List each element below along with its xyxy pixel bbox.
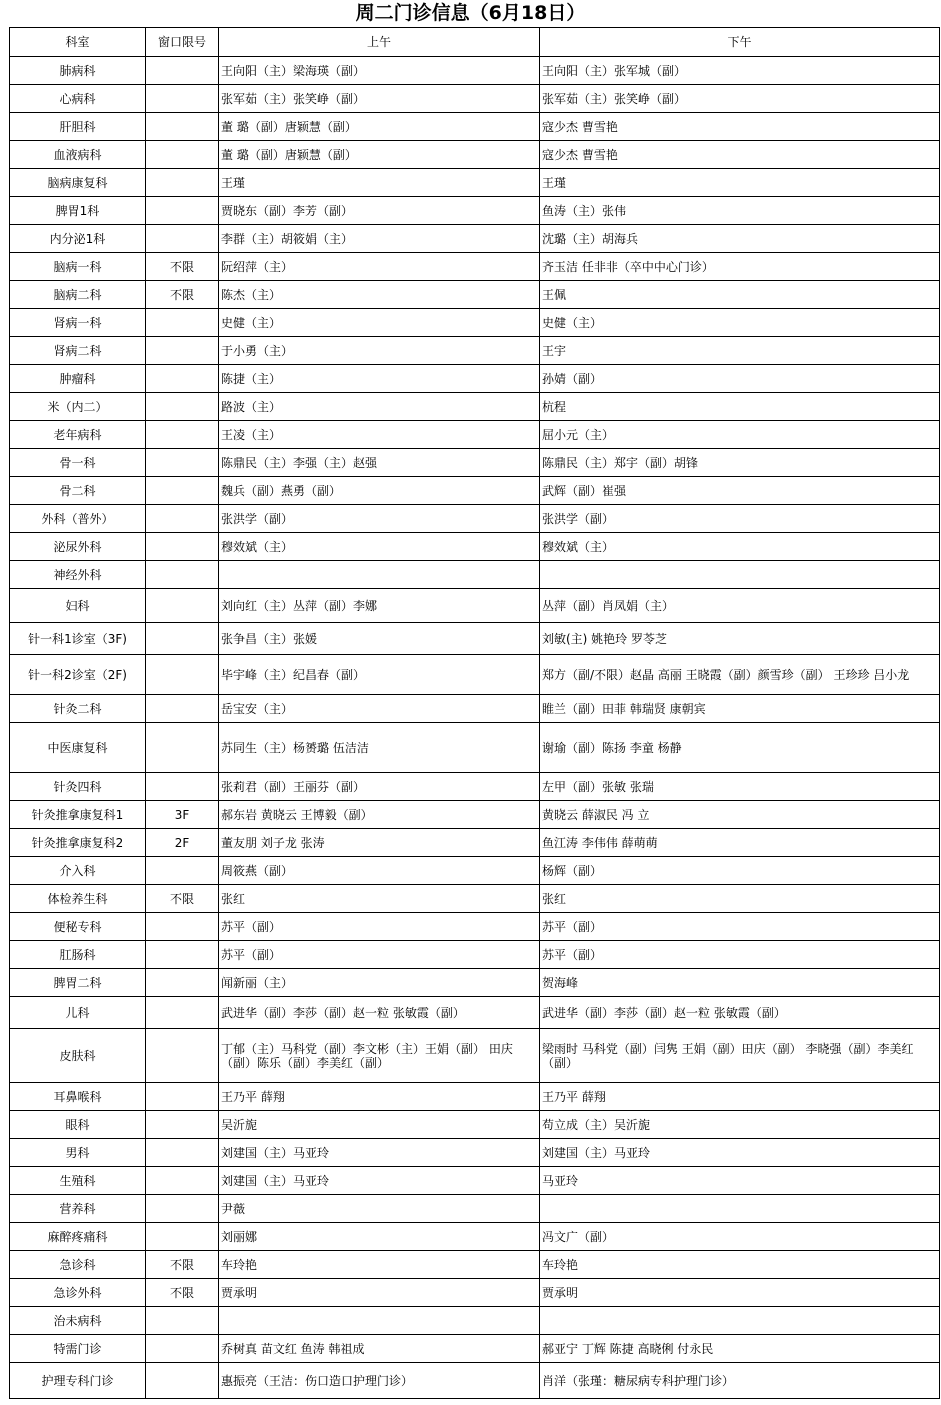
dept-cell: 针灸推拿康复科1 <box>10 801 146 829</box>
dept-cell: 脑病二科 <box>10 281 146 309</box>
afternoon-doctors-cell: 张红 <box>540 885 940 913</box>
morning-doctors-cell: 阮绍萍（主） <box>219 253 540 281</box>
dept-cell: 男科 <box>10 1139 146 1167</box>
morning-doctors-cell: 郝东岩 黄晓云 王博毅（副） <box>219 801 540 829</box>
table-row <box>10 253 940 281</box>
afternoon-doctors-cell: 苏平（副） <box>540 941 940 969</box>
morning-doctors-cell: 刘建国（主）马亚玲 <box>219 1167 540 1195</box>
window-limit-cell <box>146 1307 219 1335</box>
table-row <box>10 1139 940 1167</box>
window-limit-cell <box>146 773 219 801</box>
table-row <box>10 113 940 141</box>
morning-doctors-cell: 穆效斌（主） <box>219 533 540 561</box>
table-row <box>10 857 940 885</box>
afternoon-doctors-cell: 苏平（副） <box>540 913 940 941</box>
table-row <box>10 337 940 365</box>
window-limit-cell <box>146 1195 219 1223</box>
morning-doctors-cell: 刘丽娜 <box>219 1223 540 1251</box>
dept-cell: 麻醉疼痛科 <box>10 1223 146 1251</box>
morning-doctors-cell: 岳宝安（主） <box>219 695 540 723</box>
window-limit-cell <box>146 695 219 723</box>
table-row <box>10 1223 940 1251</box>
dept-cell: 护理专科门诊 <box>10 1363 146 1399</box>
afternoon-doctors-cell <box>540 1195 940 1223</box>
table-row <box>10 1335 940 1363</box>
table-row <box>10 449 940 477</box>
window-limit-cell <box>146 477 219 505</box>
morning-doctors-cell: 刘向红（主）丛萍（副）李娜 <box>219 589 540 623</box>
dept-cell: 急诊外科 <box>10 1279 146 1307</box>
table-row <box>10 561 940 589</box>
dept-cell: 皮肤科 <box>10 1029 146 1083</box>
dept-cell: 急诊科 <box>10 1251 146 1279</box>
table-row <box>10 723 940 773</box>
table-row <box>10 57 940 85</box>
dept-cell: 便秘专科 <box>10 913 146 941</box>
table-row <box>10 365 940 393</box>
morning-doctors-cell: 乔树真 苗文红 鱼涛 韩祖成 <box>219 1335 540 1363</box>
dept-cell: 体检养生科 <box>10 885 146 913</box>
morning-doctors-cell: 丁郁（主）马科党（副）李文彬（主）王娟（副） 田庆（副）陈乐（副）李美红（副） <box>219 1029 540 1083</box>
dept-cell: 米（内二） <box>10 393 146 421</box>
afternoon-doctors-cell: 丛萍（副）肖凤娟（主） <box>540 589 940 623</box>
table-row <box>10 801 940 829</box>
morning-doctors-cell: 张莉君（副）王丽芬（副） <box>219 773 540 801</box>
table-row <box>10 477 940 505</box>
dept-cell: 特需门诊 <box>10 1335 146 1363</box>
afternoon-doctors-cell: 睢兰（副）田菲 韩瑞贤 康朝宾 <box>540 695 940 723</box>
window-limit-cell: 3F <box>146 801 219 829</box>
afternoon-doctors-cell: 鱼涛（主）张伟 <box>540 197 940 225</box>
window-limit-cell <box>146 365 219 393</box>
window-limit-cell <box>146 141 219 169</box>
afternoon-doctors-cell: 郑方（副/不限）赵晶 高丽 王晓霞（副）颜雪珍（副） 王珍珍 吕小龙 <box>540 655 940 695</box>
window-limit-cell <box>146 393 219 421</box>
window-limit-cell <box>146 655 219 695</box>
morning-doctors-cell: 车玲艳 <box>219 1251 540 1279</box>
dept-cell: 心病科 <box>10 85 146 113</box>
table-row <box>10 1111 940 1139</box>
window-limit-cell: 不限 <box>146 253 219 281</box>
dept-cell: 针一科1诊室（3F) <box>10 623 146 655</box>
dept-cell: 肾病二科 <box>10 337 146 365</box>
afternoon-doctors-cell: 苟立成（主）吴沂旎 <box>540 1111 940 1139</box>
dept-cell: 针灸二科 <box>10 695 146 723</box>
table-row <box>10 829 940 857</box>
dept-cell: 脑病一科 <box>10 253 146 281</box>
afternoon-doctors-cell: 贾承明 <box>540 1279 940 1307</box>
window-limit-cell: 不限 <box>146 1251 219 1279</box>
dept-cell: 耳鼻喉科 <box>10 1083 146 1111</box>
dept-cell: 针一科2诊室（2F) <box>10 655 146 695</box>
morning-doctors-cell: 于小勇（主） <box>219 337 540 365</box>
window-limit-cell <box>146 1363 219 1399</box>
morning-doctors-cell: 陈杰（主） <box>219 281 540 309</box>
dept-cell: 儿科 <box>10 997 146 1029</box>
dept-cell: 脑病康复科 <box>10 169 146 197</box>
dept-cell: 妇科 <box>10 589 146 623</box>
morning-doctors-cell: 苏同生（主）杨赟璐 伍洁洁 <box>219 723 540 773</box>
window-limit-cell <box>146 337 219 365</box>
morning-doctors-cell: 路波（主） <box>219 393 540 421</box>
afternoon-doctors-cell: 马亚玲 <box>540 1167 940 1195</box>
window-limit-cell <box>146 857 219 885</box>
morning-doctors-cell: 张军茹（主）张笑峥（副） <box>219 85 540 113</box>
table-row <box>10 309 940 337</box>
dept-cell: 介入科 <box>10 857 146 885</box>
dept-cell: 骨一科 <box>10 449 146 477</box>
window-limit-cell <box>146 1167 219 1195</box>
table-row <box>10 225 940 253</box>
afternoon-doctors-cell: 陈鼎民（主）郑宇（副）胡锋 <box>540 449 940 477</box>
afternoon-doctors-cell: 杨辉（副） <box>540 857 940 885</box>
clinic-schedule-table <box>9 27 940 1399</box>
window-limit-cell <box>146 723 219 773</box>
table-row <box>10 421 940 449</box>
dept-cell: 肛肠科 <box>10 941 146 969</box>
morning-doctors-cell: 周筱燕（副） <box>219 857 540 885</box>
morning-doctors-cell: 李群（主）胡筱娟（主） <box>219 225 540 253</box>
afternoon-doctors-cell: 冯文广（副） <box>540 1223 940 1251</box>
morning-doctors-cell: 贾承明 <box>219 1279 540 1307</box>
window-limit-cell <box>146 1083 219 1111</box>
afternoon-doctors-cell: 齐玉洁 任非非（卒中中心门诊） <box>540 253 940 281</box>
morning-doctors-cell: 王凌（主） <box>219 421 540 449</box>
table-row <box>10 997 940 1029</box>
dept-cell: 神经外科 <box>10 561 146 589</box>
morning-doctors-cell: 张争昌（主）张媛 <box>219 623 540 655</box>
morning-doctors-cell: 张红 <box>219 885 540 913</box>
table-row <box>10 913 940 941</box>
table-row <box>10 85 940 113</box>
table-row <box>10 1195 940 1223</box>
window-limit-cell <box>146 561 219 589</box>
morning-doctors-cell: 尹薇 <box>219 1195 540 1223</box>
table-row <box>10 885 940 913</box>
table-row <box>10 589 940 623</box>
morning-doctors-cell: 贾晓东（副）李芳（副） <box>219 197 540 225</box>
window-limit-cell <box>146 505 219 533</box>
afternoon-doctors-cell: 寇少杰 曹雪艳 <box>540 113 940 141</box>
header-afternoon: 下午 <box>540 28 940 57</box>
morning-doctors-cell: 王乃平 薛翔 <box>219 1083 540 1111</box>
window-limit-cell <box>146 1111 219 1139</box>
table-row <box>10 1029 940 1083</box>
afternoon-doctors-cell: 左甲（副）张敏 张瑞 <box>540 773 940 801</box>
afternoon-doctors-cell <box>540 1307 940 1335</box>
window-limit-cell <box>146 85 219 113</box>
table-row <box>10 623 940 655</box>
window-limit-cell <box>146 309 219 337</box>
table-row <box>10 1167 940 1195</box>
afternoon-doctors-cell: 刘敏(主) 姚艳玲 罗苓芝 <box>540 623 940 655</box>
window-limit-cell: 不限 <box>146 281 219 309</box>
table-row <box>10 505 940 533</box>
morning-doctors-cell: 史健（主） <box>219 309 540 337</box>
dept-cell: 治未病科 <box>10 1307 146 1335</box>
table-row <box>10 1363 940 1399</box>
afternoon-doctors-cell: 武进华（副）李莎（副）赵一粒 张敏霞（副） <box>540 997 940 1029</box>
dept-cell: 脾胃1科 <box>10 197 146 225</box>
dept-cell: 脾胃二科 <box>10 969 146 997</box>
morning-doctors-cell: 陈捷（主） <box>219 365 540 393</box>
table-row <box>10 695 940 723</box>
dept-cell: 泌尿外科 <box>10 533 146 561</box>
afternoon-doctors-cell: 寇少杰 曹雪艳 <box>540 141 940 169</box>
afternoon-doctors-cell: 屈小元（主） <box>540 421 940 449</box>
morning-doctors-cell: 惠振亮（王洁：伤口造口护理门诊） <box>219 1363 540 1399</box>
dept-cell: 肺病科 <box>10 57 146 85</box>
afternoon-doctors-cell: 谢瑜（副）陈扬 李童 杨静 <box>540 723 940 773</box>
afternoon-doctors-cell: 王乃平 薛翔 <box>540 1083 940 1111</box>
afternoon-doctors-cell: 王宇 <box>540 337 940 365</box>
morning-doctors-cell: 张洪学（副） <box>219 505 540 533</box>
morning-doctors-cell: 董 璐（副）唐颖慧（副） <box>219 113 540 141</box>
afternoon-doctors-cell: 杭程 <box>540 393 940 421</box>
afternoon-doctors-cell <box>540 561 940 589</box>
header-morning: 上午 <box>219 28 540 57</box>
window-limit-cell <box>146 57 219 85</box>
afternoon-doctors-cell: 肖洋（张瑾：糖尿病专科护理门诊） <box>540 1363 940 1399</box>
morning-doctors-cell: 王瑾 <box>219 169 540 197</box>
morning-doctors-cell: 董 璐（副）唐颖慧（副） <box>219 141 540 169</box>
table-row <box>10 1307 940 1335</box>
dept-cell: 眼科 <box>10 1111 146 1139</box>
afternoon-doctors-cell: 穆效斌（主） <box>540 533 940 561</box>
morning-doctors-cell: 毕宇峰（主）纪昌春（副） <box>219 655 540 695</box>
dept-cell: 肾病一科 <box>10 309 146 337</box>
table-row <box>10 655 940 695</box>
window-limit-cell <box>146 913 219 941</box>
morning-doctors-cell <box>219 1307 540 1335</box>
morning-doctors-cell: 董友朋 刘子龙 张涛 <box>219 829 540 857</box>
morning-doctors-cell: 吴沂旎 <box>219 1111 540 1139</box>
window-limit-cell <box>146 197 219 225</box>
window-limit-cell <box>146 169 219 197</box>
morning-doctors-cell: 苏平（副） <box>219 941 540 969</box>
dept-cell: 生殖科 <box>10 1167 146 1195</box>
table-row <box>10 773 940 801</box>
header-dept: 科室 <box>10 28 146 57</box>
morning-doctors-cell <box>219 561 540 589</box>
afternoon-doctors-cell: 王佩 <box>540 281 940 309</box>
window-limit-cell <box>146 449 219 477</box>
morning-doctors-cell: 苏平（副） <box>219 913 540 941</box>
afternoon-doctors-cell: 史健（主） <box>540 309 940 337</box>
morning-doctors-cell: 王向阳（主）梁海瑛（副） <box>219 57 540 85</box>
table-row <box>10 281 940 309</box>
afternoon-doctors-cell: 贺海峰 <box>540 969 940 997</box>
window-limit-cell <box>146 421 219 449</box>
header-window-limit: 窗口限号 <box>146 28 219 57</box>
table-row <box>10 393 940 421</box>
afternoon-doctors-cell: 刘建国（主）马亚玲 <box>540 1139 940 1167</box>
window-limit-cell <box>146 941 219 969</box>
dept-cell: 针灸推拿康复科2 <box>10 829 146 857</box>
window-limit-cell <box>146 1029 219 1083</box>
window-limit-cell <box>146 969 219 997</box>
morning-doctors-cell: 武进华（副）李莎（副）赵一粒 张敏霞（副） <box>219 997 540 1029</box>
table-row <box>10 1083 940 1111</box>
afternoon-doctors-cell: 黄晓云 薛淑民 冯 立 <box>540 801 940 829</box>
window-limit-cell: 不限 <box>146 1279 219 1307</box>
table-row <box>10 197 940 225</box>
afternoon-doctors-cell: 沈璐（主）胡海兵 <box>540 225 940 253</box>
window-limit-cell <box>146 1139 219 1167</box>
dept-cell: 中医康复科 <box>10 723 146 773</box>
table-row <box>10 141 940 169</box>
window-limit-cell <box>146 113 219 141</box>
afternoon-doctors-cell: 梁雨时 马科党（副）闫隽 王娟（副）田庆（副） 李晓强（副）李美红（副） <box>540 1029 940 1083</box>
dept-cell: 血液病科 <box>10 141 146 169</box>
afternoon-doctors-cell: 孙婧（副） <box>540 365 940 393</box>
morning-doctors-cell: 陈鼎民（主）李强（主）赵强 <box>219 449 540 477</box>
afternoon-doctors-cell: 郝亚宁 丁辉 陈捷 高晓俐 付永民 <box>540 1335 940 1363</box>
window-limit-cell: 2F <box>146 829 219 857</box>
page-title: 周二门诊信息（6月18日） <box>355 2 586 24</box>
window-limit-cell <box>146 623 219 655</box>
dept-cell: 内分泌1科 <box>10 225 146 253</box>
table-row <box>10 1279 940 1307</box>
dept-cell: 外科（普外） <box>10 505 146 533</box>
window-limit-cell: 不限 <box>146 885 219 913</box>
dept-cell: 营养科 <box>10 1195 146 1223</box>
window-limit-cell <box>146 533 219 561</box>
morning-doctors-cell: 刘建国（主）马亚玲 <box>219 1139 540 1167</box>
morning-doctors-cell: 魏兵（副）燕勇（副） <box>219 477 540 505</box>
afternoon-doctors-cell: 张军茹（主）张笑峥（副） <box>540 85 940 113</box>
dept-cell: 骨二科 <box>10 477 146 505</box>
table-row <box>10 941 940 969</box>
afternoon-doctors-cell: 车玲艳 <box>540 1251 940 1279</box>
dept-cell: 针灸四科 <box>10 773 146 801</box>
table-row <box>10 969 940 997</box>
afternoon-doctors-cell: 武辉（副）崔强 <box>540 477 940 505</box>
afternoon-doctors-cell: 鱼江涛 李伟伟 薛萌萌 <box>540 829 940 857</box>
afternoon-doctors-cell: 王向阳（主）张军城（副） <box>540 57 940 85</box>
window-limit-cell <box>146 1223 219 1251</box>
table-row <box>10 1251 940 1279</box>
dept-cell: 老年病科 <box>10 421 146 449</box>
window-limit-cell <box>146 1335 219 1363</box>
table-row <box>10 533 940 561</box>
header-row <box>10 28 940 57</box>
morning-doctors-cell: 闻新丽（主） <box>219 969 540 997</box>
window-limit-cell <box>146 997 219 1029</box>
table-row <box>10 169 940 197</box>
dept-cell: 肝胆科 <box>10 113 146 141</box>
afternoon-doctors-cell: 王瑾 <box>540 169 940 197</box>
dept-cell: 肿瘤科 <box>10 365 146 393</box>
window-limit-cell <box>146 225 219 253</box>
window-limit-cell <box>146 589 219 623</box>
afternoon-doctors-cell: 张洪学（副） <box>540 505 940 533</box>
